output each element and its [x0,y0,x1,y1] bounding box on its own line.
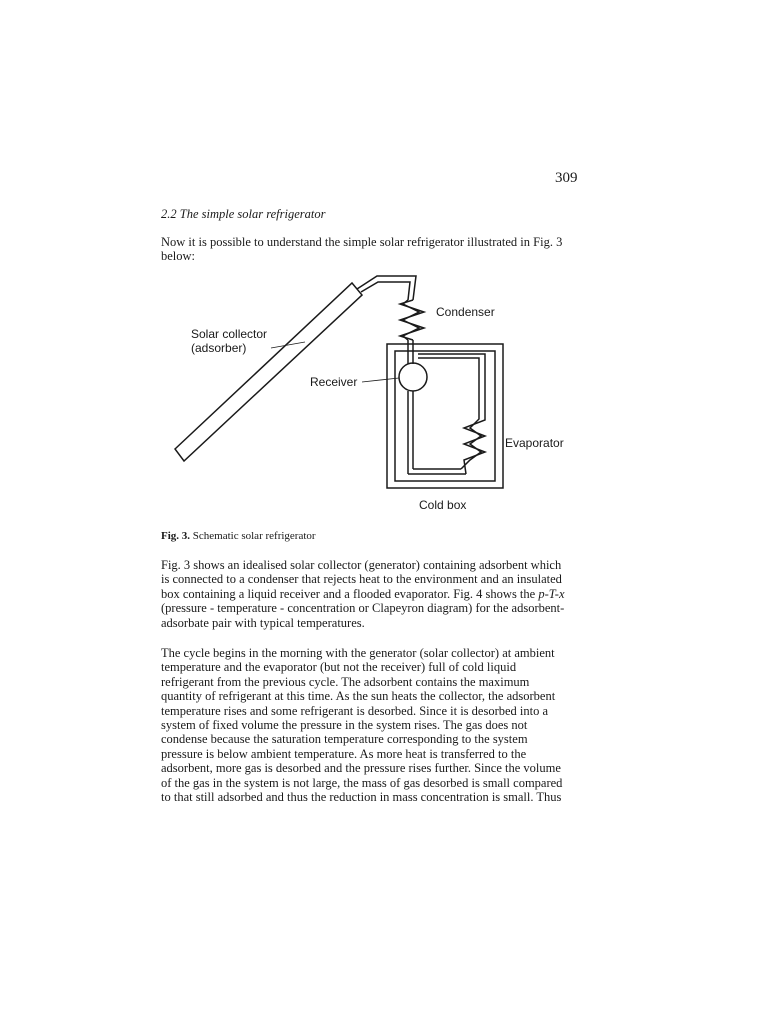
caption-label: Fig. 3. [161,530,191,542]
collector-pipe [357,276,416,300]
paragraph-line: adsorbate pair with typical temperatures. [161,615,365,630]
cold-box-inner [395,351,495,481]
page-number: 309 [555,170,578,186]
collector-pipe [361,282,410,300]
figure-caption [161,530,316,542]
paragraph-line: to that still adsorbed and thus the reduction in mass concentration is small. Thus [161,790,562,805]
paragraph-line: is connected to a condenser that rejects heat to the environment and an insulated [161,572,562,587]
section-heading: 2.2 The simple solar refrigerator [161,207,326,221]
paragraph [161,558,587,630]
receiver [399,363,427,391]
solar-collector-panel [175,283,362,461]
solar-collector-label: (adsorber) [191,341,247,355]
paragraph-line: temperature rises and some refrigerant is desorbed. Since it is desorbed into a [161,703,549,718]
paragraph-line: Fig. 3 shows an idealised solar collector (generator) containing adsorbent which [161,558,562,572]
paragraph-line: temperature and the evaporator (but not the receiver) full of cold liquid [161,660,517,675]
condenser-label: Condenser [436,305,495,319]
evaporator-label: Evaporator [505,436,564,450]
intro-line: below: [161,249,196,264]
paragraph [161,646,587,804]
paragraph-line: refrigerant from the previous cycle. The adsorbent contains the maximum [161,674,530,689]
caption-text: Schematic solar refrigerator [192,530,316,542]
cold-box-label: Cold box [419,498,467,512]
solar-collector-label: Solar collector [191,327,268,341]
paragraph-line: quantity of refrigerant at this time. As the sun heats the collector, the adsorbent [161,689,556,704]
receiver-label: Receiver [310,375,358,389]
evaporator-coil [464,413,485,474]
paragraph-line: (pressure - temperature - concentration or Clapeyron diagram) for the adsorbent- [161,601,565,616]
line-prefix: box containing a liquid receiver and a flooded evaporator. Fig. 4 shows the [161,586,539,601]
ptx-symbol: p-T-x [538,586,565,601]
intro-line: Now it is possible to understand the simple solar refrigerator illustrated in Fig. 3 [161,235,563,249]
top-pipe [418,354,485,413]
condenser-coil [403,300,419,340]
paragraph-line: The cycle begins in the morning with the generator (solar collector) at ambient [161,646,555,660]
paragraph-line: adsorbent, more gas is desorbed and the pressure rises further. Since the volume [161,761,561,776]
paragraph-line [161,587,587,601]
paragraph-line: of the gas in the system is not large, the mass of gas desorbed is small compared [161,775,563,790]
paragraph-line: condense because the saturation temperature corresponding to the system [161,732,528,747]
paragraph-line: system of fixed volume the pressure in the system rises. The gas does not [161,718,528,733]
top-pipe [418,358,479,413]
paragraph-line: pressure is below ambient temperature. As more heat is transferred to the [161,746,527,761]
receiver-leader [362,378,399,382]
